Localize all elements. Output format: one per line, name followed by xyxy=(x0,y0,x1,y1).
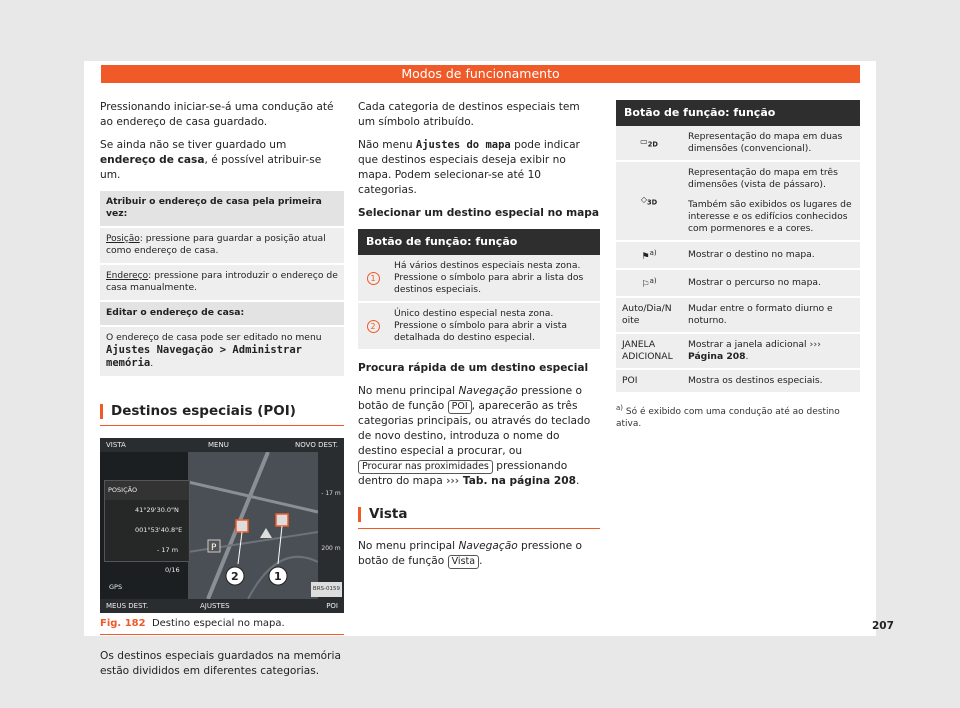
figure-bottom-bar: MEUS DEST. AJUSTES POI xyxy=(100,599,344,613)
table-row: ⚐$^{a)}$ Mostrar o percurso no mapa. xyxy=(616,269,860,297)
destination-flag-icon: ⚑ xyxy=(641,251,650,263)
column-right xyxy=(616,100,860,430)
table-row: 2 Único destino especial nesta zona. Pressione o símbolo para abrir a vista detalhada do destino especial. xyxy=(358,302,600,350)
view-function-table xyxy=(616,100,860,394)
table-row: $▭_{2D}$ Representação do mapa em duas dimensões (convencional). xyxy=(616,126,860,161)
map-2d-icon: $▭_{2D}$ xyxy=(640,136,658,149)
box-heading: Atribuir o endereço de casa pela primeira vez: xyxy=(100,191,344,228)
box-row: O endereço de casa pode ser editado no menu Ajustes Navegação > Administrar memória. xyxy=(100,327,344,378)
poi-function-table xyxy=(358,229,600,351)
callout-2: 2 xyxy=(231,570,239,583)
section-title: Destinos especiais (POI) xyxy=(100,404,344,419)
view-button-label: Vista xyxy=(448,555,479,569)
page-number: 207 xyxy=(872,620,894,632)
subheading: Procura rápida de um destino especial xyxy=(358,362,589,374)
subheading: Selecionar um destino especial no mapa xyxy=(358,207,600,219)
position-button-label: Posição xyxy=(106,234,140,244)
table-header: Botão de função: função xyxy=(616,100,860,126)
column-middle xyxy=(358,100,600,577)
paragraph: Se ainda não se tiver guardado um endereço de casa, é possível atribuir-se um. xyxy=(100,139,322,181)
figure-caption: Fig. 182 Destino especial no mapa. xyxy=(100,616,344,635)
table-row: ⚑$^{a)}$ Mostrar o destino no mapa. xyxy=(616,241,860,269)
map-view xyxy=(188,452,318,599)
callout-1: 1 xyxy=(274,570,282,583)
figure-top-bar: VISTA MENU NOVO DEST. xyxy=(100,438,344,452)
map-side-controls: - 17 m 200 m xyxy=(318,452,344,599)
paragraph: Os destinos especiais guardados na memória estão divididos em diferentes categorias. xyxy=(100,650,341,677)
table-row: Auto/Dia/Noite Mudar entre o formato diurno e noturno. xyxy=(616,297,860,333)
table-header: Botão de função: função xyxy=(358,229,600,255)
paragraph: Cada categoria de destinos especiais tem um símbolo atribuído. xyxy=(358,101,580,128)
route-flag-icon: ⚐ xyxy=(641,279,650,291)
box-heading: Editar o endereço de casa: xyxy=(100,302,344,327)
search-nearby-button-label: Procurar nas proximidades xyxy=(358,460,493,474)
footnote: $^{a)}$ Só é exibido com uma condução até ao destino ativa. xyxy=(616,404,840,430)
section-title: Vista xyxy=(358,507,600,522)
svg-text:P: P xyxy=(211,543,217,553)
table-row: POI Mostra os destinos especiais. xyxy=(616,369,860,393)
box-row: Endereço: pressione para introduzir o endereço de casa manualmente. xyxy=(100,265,344,302)
chapter-header: Modos de funcionamento xyxy=(101,65,860,83)
paragraph: No menu principal Navegação pressione o botão de função Vista . xyxy=(358,540,582,567)
poi-button-label: POI xyxy=(448,400,472,414)
figure-code: BRS-0159 xyxy=(311,582,342,597)
figure-navigation-screen xyxy=(100,438,344,613)
address-button-label: Endereço xyxy=(106,271,149,281)
column-left xyxy=(100,100,344,687)
paragraph: Pressionando iniciar-se-á uma condução até ao endereço de casa guardado. xyxy=(100,101,334,128)
box-row: Posição: pressione para guardar a posição atual como endereço de casa. xyxy=(100,228,344,265)
paragraph: Não menu Ajustes do mapa pode indicar que destinos especiais deseja exibir no mapa. Podem selecionar-se até 10 categorias. xyxy=(358,139,580,196)
table-row: JANELA ADICIONAL Mostrar a janela adicional ››› Página 208. xyxy=(616,333,860,369)
position-panel: POSIÇÃO 41°29'30.0"N 001°53'40.8"E - 17 m 0/16 GPS xyxy=(104,480,190,562)
info-box xyxy=(100,191,344,378)
table-row: 1 Há vários destinos especiais nesta zona. Pressione o símbolo para abrir a lista dos destinos especiais. xyxy=(358,255,600,302)
paragraph: No menu principal Navegação pressione o botão de função POI , aparecerão as três categorias principais, ou através do teclado de novo destino, introduza o nome do destino especial a procurar, ou Procurar nas proximidades pressionando dentro do mapa ››› Tab. na página 208. xyxy=(358,385,591,487)
map-3d-icon: $◇_{3D}$ xyxy=(640,194,658,207)
table-row: $◇_{3D}$ Representação do mapa em três dimensões (vista de pássaro). Também são exibidos os lugares de interesse e os edifícios conhecidos com pormenores e a cores. xyxy=(616,161,860,241)
